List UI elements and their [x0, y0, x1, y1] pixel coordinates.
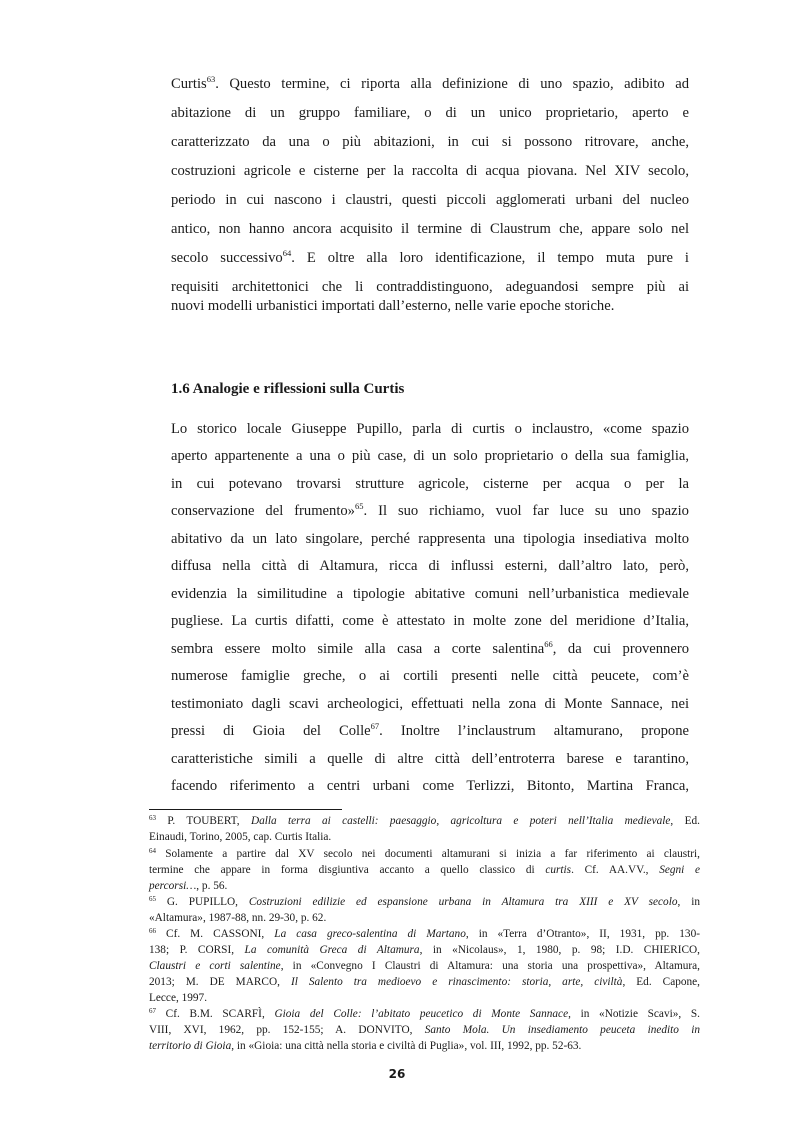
- text-line: caratterizzato da una o più abitazioni, in cui si possono ritrovare, anche,: [171, 134, 689, 150]
- footnote-line: 2013; M. DE MARCO, Il Salento tra medioevo e rinascimento: storia, arte, civiltà, Ed. Capone,: [149, 976, 700, 988]
- text-line: requisiti architettonici che li contraddistinguono, adeguandosi sempre più ai: [171, 279, 689, 295]
- footnote-ref[interactable]: 67: [370, 721, 380, 731]
- footnote-line: 138; P. CORSI, La comunità Greca di Altamura, in «Nicolaus», 1, 1980, p. 98; I.D. CHIERICO,: [149, 944, 700, 956]
- footnote-line: Lecce, 1997.: [149, 992, 208, 1004]
- text-line: conservazione del frumento»$^{65}$. Il suo richiamo, vuol far luce su uno spazio: [171, 501, 689, 519]
- text-line: diffusa nella città di Altamura, ricca di influssi esterni, dall’altro lato, però,: [171, 558, 689, 574]
- footnote-line: $^{63}$ P. TOUBERT, Dalla terra ai castelli: paesaggio, agricoltura e poteri nell’Italia medievale, Ed.: [149, 814, 700, 827]
- text-line: sembra essere molto simile alla casa a corte salentina$^{66}$, da cui provennero: [171, 639, 689, 657]
- text-line: abitativo da un lato singolare, perché rappresenta una tipologia insediativa molto: [171, 531, 689, 547]
- footnote-ref[interactable]: 66: [544, 639, 553, 649]
- text-line: evidenzia la similitudine a tipologie abitative comuni nell’urbanistica medievale: [171, 586, 689, 602]
- text-line: costruzioni agricole e cisterne per la raccolta di acqua piovana. Nel XIV secolo,: [171, 163, 689, 179]
- text-line: periodo in cui nascono i claustri, questi piccoli agglomerati urbani del nucleo: [171, 192, 689, 208]
- footnote-line: Claustri e corti salentine, in «Convegno I Claustri di Altamura: una storia una prospettiva», Altamura,: [149, 960, 700, 972]
- text-line: pressi di Gioia del Colle$^{67}$. Inoltre l’inclaustrum altamurano, propone: [171, 721, 689, 739]
- text-line: caratteristiche simili a quelle di altre città dell’entroterra barese e tarantino,: [171, 751, 689, 767]
- text-line: secolo successivo$^{64}$. E oltre alla loro identificazione, il tempo muta pure i: [171, 248, 689, 266]
- footnote-line: territorio di Gioia, in «Gioia: una città nella storia e civiltà di Puglia», vol. III, 1992, pp. 52-63.: [149, 1040, 582, 1052]
- text-line: antico, non hanno ancora acquisito il termine di Claustrum che, appare solo nel: [171, 221, 689, 237]
- footnote-line: Einaudi, Torino, 2005, cap. Curtis Italia.: [149, 831, 332, 843]
- text-line: in cui potevano trovarsi strutture agricole, cisterne per acqua o per la: [171, 476, 689, 492]
- footnote-line: $^{66}$ Cf. M. CASSONI, La casa greco-salentina di Martano, in «Terra d’Otranto», II, 1931, pp. 130-: [149, 927, 700, 940]
- text-line: abitazione di un gruppo familiare, o di un unico proprietario, aperto e: [171, 105, 689, 121]
- footnote-line: termine che appare in forma disgiuntiva accanto a quello classico di curtis. Cf. AA.VV., Segni e: [149, 864, 701, 876]
- text-line: facendo riferimento a centri urbani come Terlizzi, Bitonto, Martina Franca,: [171, 778, 689, 794]
- footnote-ref[interactable]: 64: [282, 248, 292, 258]
- footnote-line: $^{65}$ G. PUPILLO, Costruzioni edilizie ed espansione urbana in Altamura tra XIII e XV secolo, in: [149, 895, 700, 908]
- footnote-line: $^{64}$ Solamente a partire dal XV secolo nei documenti altamurani si inizia a far riferimento ai claustri,: [149, 847, 700, 860]
- text-line: nuovi modelli urbanistici importati dall’esterno, nelle varie epoche storiche.: [171, 298, 615, 314]
- text-line: testimoniato dagli scavi archeologici, effettuati nella zona di Monte Sannace, nei: [171, 696, 689, 712]
- footnote-line: «Altamura», 1987-88, nn. 29-30, p. 62.: [149, 912, 327, 924]
- section-heading: 1.6 Analogie e riflessioni sulla Curtis: [171, 381, 405, 397]
- footnote-line: percorsi…, p. 56.: [149, 880, 228, 892]
- text-line: Curtis$^{63}$. Questo termine, ci riporta alla definizione di uno spazio, adibito ad: [171, 74, 689, 92]
- footnote-ref[interactable]: 65: [354, 501, 364, 511]
- footnote-ref[interactable]: 63: [206, 74, 216, 84]
- text-line: Lo storico locale Giuseppe Pupillo, parla di curtis o inclaustro, «come spazio: [171, 421, 689, 437]
- footnote-line: $^{67}$ Cf. B.M. SCARFÌ, Gioia del Colle: l’abitato peucetico di Monte Sannace, in «Notizie Scavi», S.: [149, 1007, 700, 1020]
- page-number: 26: [388, 1067, 406, 1081]
- footnote-separator: [149, 809, 342, 810]
- text-line: aperto appartenente a una o più case, di un solo proprietario o della sua famiglia,: [171, 448, 689, 464]
- footnote-line: VIII, XVI, 1962, pp. 152-155; A. DONVITO, Santo Mola. Un insediamento peuceta inedito in: [149, 1024, 700, 1036]
- text-line: numerose famiglie greche, o ai cortili presenti nelle città peucete, com’è: [171, 668, 689, 684]
- text-line: pugliese. La curtis difatti, come è attestato in molte zone del meridione d’Italia,: [171, 613, 689, 629]
